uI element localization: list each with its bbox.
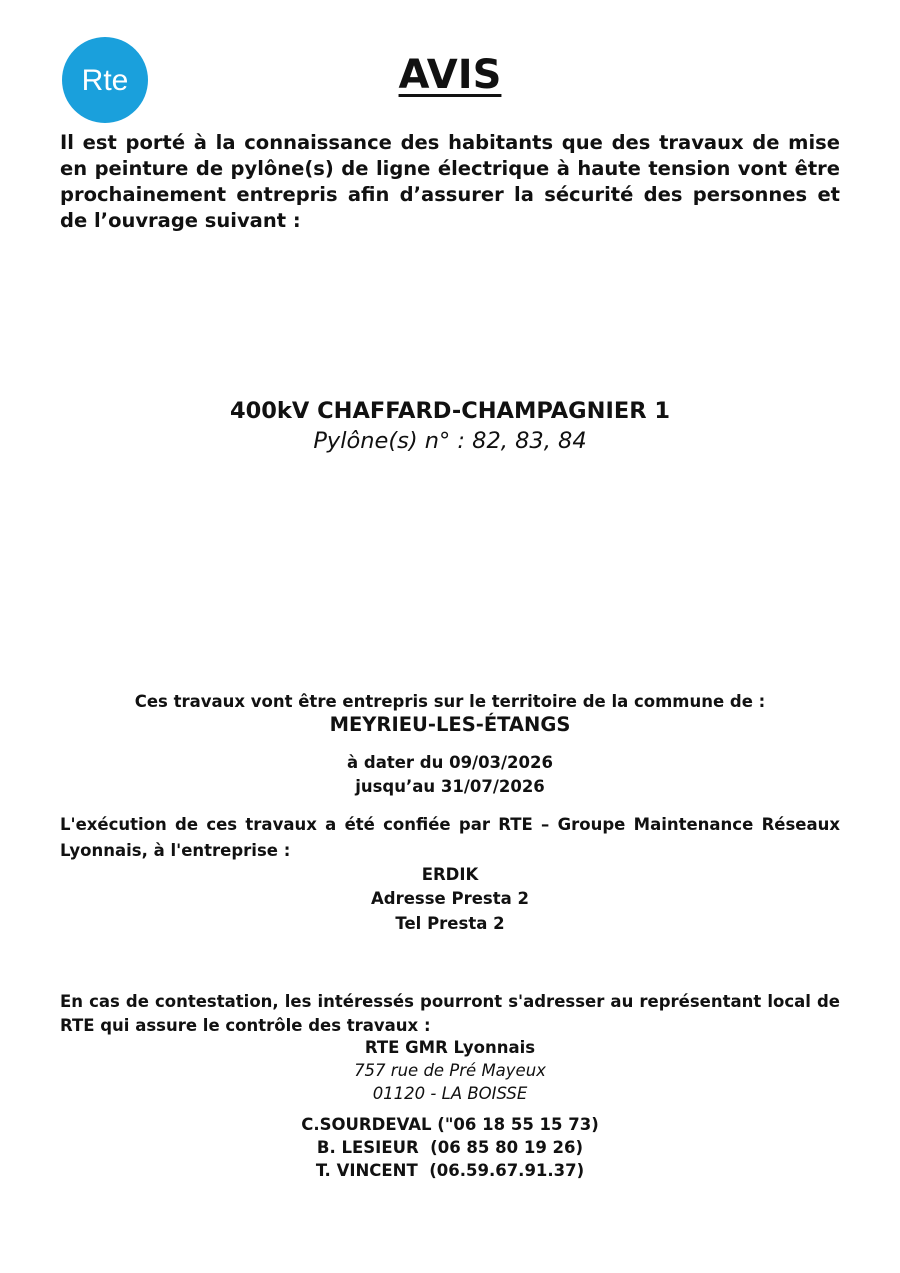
page-title: AVIS: [398, 52, 502, 98]
line-name: 400kV CHAFFARD-CHAMPAGNIER 1: [229, 398, 671, 424]
rte-office-name: RTE GMR Lyonnais: [364, 1038, 536, 1057]
rte-logo-text: Rte: [81, 64, 129, 97]
execution-paragraph: L'exécution de ces travaux a été confiée par RTE – Groupe Maintenance Réseaux Lyonnais, à l'entreprise :: [60, 815, 840, 860]
contact-line: C.SOURDEVAL ("06 18 55 15 73): [301, 1115, 599, 1134]
rte-office-city: 01120 - LA BOISSE: [372, 1084, 528, 1103]
contact-line: B. LESIEUR (06 85 80 19 26): [316, 1138, 584, 1157]
contestation-paragraph: En cas de contestation, les intéressés pourront s'adresser au représentant local de RTE qui assure le contrôle des travaux :: [60, 992, 840, 1035]
company-name: ERDIK: [421, 865, 479, 884]
date-from: à dater du 09/03/2026: [347, 753, 553, 772]
commune-name: MEYRIEU-LES-ÉTANGS: [329, 713, 571, 736]
company-address: Adresse Presta 2: [371, 889, 529, 908]
territory-intro: Ces travaux vont être entrepris sur le territoire de la commune de :: [134, 692, 766, 711]
date-to: jusqu’au 31/07/2026: [355, 777, 545, 796]
rte-office-street: 757 rue de Pré Mayeux: [354, 1061, 546, 1080]
pylon-numbers: Pylône(s) n° : 82, 83, 84: [313, 428, 587, 454]
contact-line: T. VINCENT (06.59.67.91.37): [315, 1161, 585, 1180]
intro-paragraph: Il est porté à la connaissance des habitants que des travaux de mise en peinture de pylône(s) de ligne électrique à haute tension vont être prochainement entrepris afin d’assurer la sécurité des personnes et de l’ouvrage suivant :: [60, 131, 840, 232]
company-phone: Tel Presta 2: [395, 914, 505, 933]
